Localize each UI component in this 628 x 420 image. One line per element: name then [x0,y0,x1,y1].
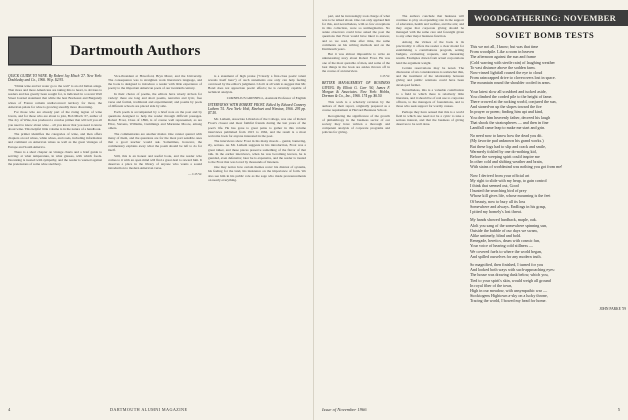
poem-line: Alolt you sang of the somewhere spinning sun, [470,222,548,228]
right-column-1 [322,14,390,400]
poem-line: To vast distance above the sodden farm. [470,64,536,70]
paragraph: For those who are already part of the rising legion of wine lovers, and for those who are about to join, Bob Misch '27, author of The Joy of Wine, has produced a concise primer that will tell you all you need to know about wine – all you know that you need to know about wine. This helpful little volume is in the nature of a handbook. [8,110,102,131]
paragraph: One may notice how certain themes recur: his distrust of systems, his feeling for the land, his insistence on the importance of form. We also see him in his public role as the sage who made pronouncements on nearly everything. [208,165,306,182]
section-banner [8,36,306,66]
paragraph: The primer identifies the categories of wine, and then offers chapters on red wines, white wines, and rosés, including information and comment on American wines as well as the great vintages of Europe and South America. [8,132,102,149]
poem-line: And looked both ways with such-approaching eyes: [470,267,555,273]
paragraph: Recognizing the significance of the growth of philanthropy in the business sector of our society they have written a thorough and competent analysis of corporate programs and policies for giving. [322,113,390,134]
banner-title: Dartmouth Authors [70,42,201,59]
poem-line: Outside the bubble of our days we swam, [470,227,538,233]
poem-line: In prayer or poem; finding him apt and kind, [470,109,544,115]
paragraph: The interviews show Frost in his many moods – genial, bantering, sly, serious. As Mr. Lathem suggests in his introduction, Frost was a great talker, and these pieces preserve something of the flavor of that talk. In the earlier interviews, when he was becoming known, he is guarded, even defensive; later he is expansive, and the reader is treated to the Frost that was loved by thousands of listeners. [208,139,306,164]
poem-stanza [470,262,626,304]
poem-line: Your voice of hearing cold stillness — [470,243,534,249]
left-column-2 [108,74,202,400]
left-page-number: 4 [8,407,11,412]
poem-line: The mountain round the shoulder cooled in arms. [470,80,551,86]
paragraph: This work is a scholarly revision by the authors of their report, originally prepared as a course requirement at Harvard Business School. [322,99,390,112]
poem-line: Tracing the world, I bowed my head for home. [470,298,547,304]
poem-line: In other cold and shifting weather and brain, [470,159,543,165]
poem-title: SOVIET BOMB TESTS [495,30,595,40]
paragraph: "Drink wine and let water go to the wall" is an old Italian adage. That more and more Americans are taking this to heart, is obvious to readers and has greatly been sought for, is indicated in a recent Wall Street Journal statement that while the best Bordeaux and Burgundy wines of France remain undiscovered territory for most, the American palate for wine is growing steadily more discerning. [8,84,102,109]
section-header: WOODGATHERING: NOVEMBER [468,10,628,26]
paragraph: Perhaps they have sensed that this is a world field in which one need not be a cynic to take a serious interest, and that the business of giving deserves to be well done. [396,110,464,127]
poem-line: We covered fuels to where the world began, [470,248,542,254]
poem-line: Whose kill gives life, whose mourning is the feet [470,193,551,199]
poem-signature: JOHN PARKE '59 [599,306,626,311]
right-page-number: 5 [617,407,620,412]
review-signature: — C.E.W. [187,171,202,176]
banner-graphic-block [8,37,52,65]
poem-stanza [470,217,626,259]
paragraph: There is a short chapter on vintage charts and a brief guide to serving: at what temperature, in what glasses, with which foods. Decanting is treated with sympathy, and the reader is warned against the pretensions of some wine snobbery. [8,150,102,167]
poem-line: You climbed the corded pile to the height of fame. [470,93,553,99]
paragraph: Nevertheless, this is a valuable contribution to a field in which there is relatively little literature, and it should be of real use to corporate officers, to the managers of foundations, and to those who seek support for worthy causes. [396,88,464,109]
poem-line: And stoned-on up the slopes toward the fire [470,104,542,110]
paragraph: Certain reservations may be noted. The discussion of tax considerations is somewhat thin, and the treatment of the relationship between giving and public relations could have been developed further. [396,66,464,87]
poem-stanza [470,89,626,131]
review-heading: INTERVIEWS WITH ROBERT FROST. Edited by Edward Connery Lathem '51. New York: Holt, Rinehart and Winston, 1966. 295 pp. $7.50. [208,103,306,116]
poem-line: The house was drawing dusk below, which you, [470,272,549,278]
poem-line: Stocktogens Hightown a-sky on a lucky throne, [470,293,548,299]
poem-line: My hands showed hardback, maple, oak. [470,217,537,223]
poem-line: Now I derived from your official art [470,172,530,178]
poem-stanzas [470,44,626,304]
poem-stanza [470,133,626,169]
poem-line: Warmerly tickled by one do-nothing kid, [470,148,537,154]
poem-line: Somewhere and always. Endlings in his grasp, [470,203,547,209]
poem-line: But these logs had to slip and crack and smile, [470,143,546,149]
poem-line: So magnified, then finished, I turned for you [470,261,544,267]
poem-line: (Cold warring with sterile rain) of laughing weather [470,59,555,65]
poem-line: And spilled ourselves for any modern truth. [470,253,542,259]
poem-body [470,44,626,414]
poem-line: There crowed at the racking world, conjured the sun, [470,99,557,105]
paragraph: Still, this is an honest and useful book, and the reader who comes to it with an open mind will find a great deal to reward him. It deserves a place in the library of anyone who wants a sound introduction to modern American verse. [108,153,202,170]
poem-line: Tied to your spirit's skin, would weigh all ground [470,277,551,283]
paragraph: The authors conclude that business will continue to play an expanding role in the support of education, health and welfare, and the arts; and they argue that corporate giving should be managed with the same care and foresight given to any other major business function. [396,14,464,39]
poem-line: My right to slide with my heap, to gain control [470,177,547,183]
right-column-2 [396,14,464,400]
poem-line: You drew him heavenly father, decreed his laugh [470,114,551,120]
poem-line: I hunted the searching bird of prey [470,188,527,194]
poem-line: From woodpile. Like a room in heaven [470,49,535,55]
poem-line: I pitted my homely's lost threat. [470,209,522,215]
paragraph: Mr. Lathem, Associate Librarian of the College, was one of Robert Frost's closest and most faithful friends during the last years of the poet's life. He has gone to great pains to gather in this volume interviews published from 1915 to 1962, and the result is a most welcome book for anyone interested in the poet. [208,117,306,138]
paragraph: But it was almost impossible to write an uninteresting story about Robert Frost. He was one of the most quotable of men, and some of the best things in the book are asides thrown off in the course of an interview. [322,52,390,73]
poem-line: Of beauty, now to bury all its loss [470,198,526,204]
paragraph: Vice-President at Haverford, Bryn Mawr, and the University. The consequence was to straighten work literature's language, and the book is designed to introduce a reader with little experience of poetry to the important American poets of our twentieth century. [108,74,202,91]
poem-line: That shook the stratospheres — and then in fine [470,119,549,125]
poem-line: Now-rinsed lightfall roused the eye to cloud [470,70,543,76]
poem-line: (My favorite pad unknown his grand works.) [470,138,544,144]
poem-line: Before the weeping spirit could inspire me [470,154,540,160]
poem-line: I think that seemed out, Good [470,183,519,189]
review-heading: QUICK GUIDE TO WINE. By Robert Jay Misch '27. New York: Doubleday and Co., 1966. 96 p. $2.95. [8,74,102,83]
poem-line: The afternoon against the sun and frame [470,54,536,60]
paragraph: Each poem is accompanied by a brief note on the poet and by questions designed to help the reader through difficult passages. Robert Frost, Class of 1896, is of course well represented, as are Eliot, Stevens, Williams, Cummings and Marianne Moore, among others. [108,109,202,131]
paragraph: is a statement of high praise ("Clearly a first-class poetic talent reveals itself here") of such statements one only can help feeling overawed by the editor's judgment. I don't at all wish to suggest that Mr. Bond does not appreciate poetic effects; he is certainly capable of technical analysis. [208,74,306,95]
poem-line: This we not all, I know; but was that time [470,44,539,49]
poem-stanza [470,173,626,215]
poem-line: In royal fiber of the town, [470,282,513,288]
paragraph: part, and he increasingly took charge of what was to be talked about. One can only applaud him for this, and nevertheless, with so few exceptions in this collection, were so unimaginative. No astute observers could have asked the poet the questions that Frost would have liked to answer, and so we read, time after time, the same comments on his writing methods and on the Dartmouth years. [322,14,390,51]
paragraph: The commentaries are another matter. One cannot quarrel with many of them, and the questions are for the most part sensible ones that a good teacher would ask. Sometimes, however, the commentary explains away what the poem should be left to do for itself. [108,131,202,153]
poem-line: High in our meadow, with unsympathic war — [470,287,548,293]
paragraph: Among the virtues of the book is its practicality: it offers the reader a clear model for establishing a contributions program, setting budgets, evaluating requests, and measuring results. Examples drawn from actual corporations lend the argument weight. [396,40,464,65]
poem-line: Renegade, heretics, drum with cosmic fun, [470,238,541,244]
left-column-3 [208,74,306,400]
poem-line: Alike untimely, blind and bold. [470,232,522,238]
review-signature: C.E.W. [380,74,390,79]
poem-line: From raincrapped drive to clovecovers lost in space. [470,75,556,81]
poem-line: No need now to know how the dead you dit. [470,133,543,139]
review-heading: BETTER MANAGEMENT OF BUSINESS GIVING. By Elliott G. Carr '60, James F. Morgan & Associates. New York: Hobbs, Dorman & Co., Inc., 1966. 174 pp. $6.50. [322,81,390,98]
review-signature: CORNELIUS GRINNELL, Assistant Professor of English [226,95,306,100]
poem-line: With stains of worldmind was nothing you got from me! [470,164,563,170]
magazine-name: DARTMOUTH ALUMNI MAGAZINE [110,407,188,412]
poem-line: Landfall came leap to make me start and grin. [470,125,546,131]
issue-date: Issue of November 1966 [322,407,367,412]
left-column-1 [8,74,102,400]
paragraph: In their choice of poems, the editors have wisely striven for variety: there are long and short poems, narrative and lyric, free verse and formal, traditional and experimental; and poems by poets of different schools are placed side by side. [108,91,202,109]
poem-stanza [470,44,626,86]
poem-line: Your latest slow all scrubbed and tucked aside, [470,88,547,94]
